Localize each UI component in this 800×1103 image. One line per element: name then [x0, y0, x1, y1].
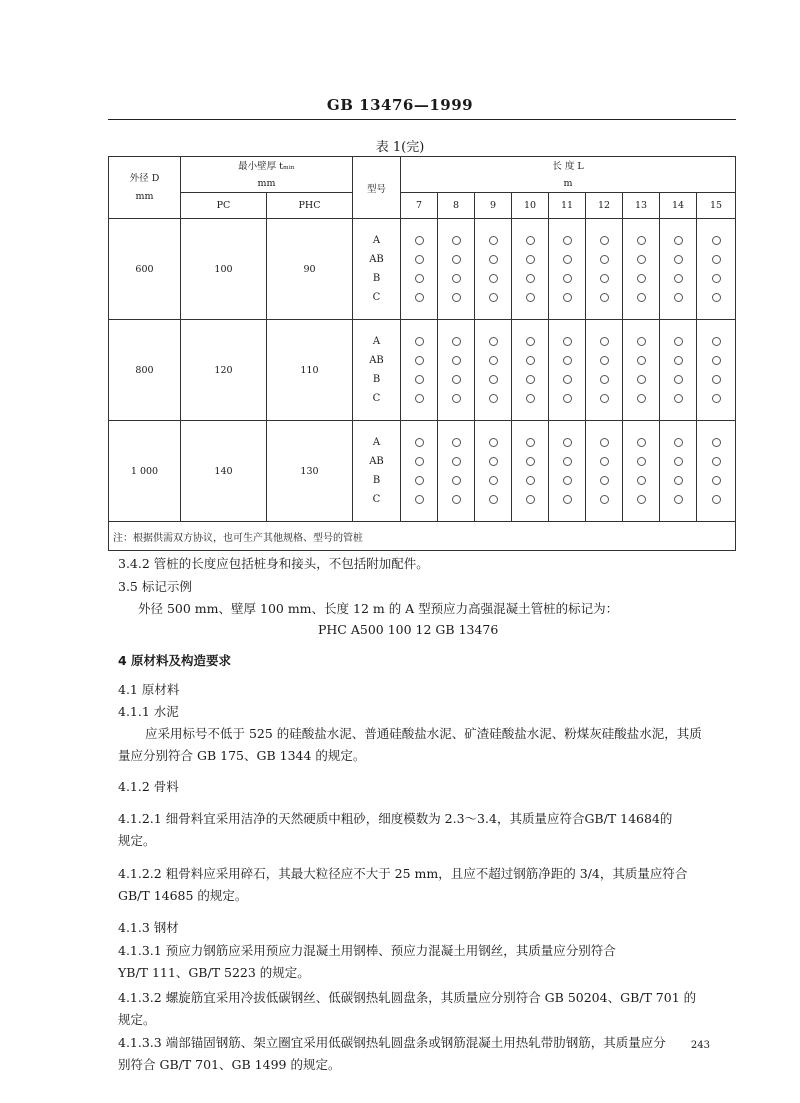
availability-cell — [660, 320, 697, 421]
circle-mark-icon — [489, 337, 498, 346]
circle-mark-icon — [712, 375, 721, 384]
circle-mark-icon — [489, 476, 498, 485]
section-heading: 4 原材料及构造要求 — [118, 653, 232, 668]
circle-mark-icon — [563, 337, 572, 346]
circle-mark-icon — [415, 375, 424, 384]
table-caption: 表 1(完) — [375, 140, 425, 155]
circle-mark-icon — [452, 255, 461, 264]
length-col-header: 9 — [475, 193, 512, 219]
circle-mark-icon — [526, 337, 535, 346]
availability-cell — [512, 320, 549, 421]
type-label: B — [372, 374, 381, 385]
pc-wall-cell: 120 — [181, 320, 267, 421]
availability-cell — [401, 219, 438, 320]
types-cell — [353, 219, 401, 320]
text-line: 规定。 — [118, 1012, 156, 1027]
type-label: AB — [369, 456, 384, 467]
availability-cell — [697, 320, 736, 421]
text-line: 4.1.3.1 预应力钢筋应采用预应力混凝土用钢棒、预应力混凝土用钢丝，其质量应分别符合 — [118, 943, 616, 958]
availability-cell — [512, 421, 549, 522]
circle-mark-icon — [489, 375, 498, 384]
circle-mark-icon — [526, 476, 535, 485]
circle-mark-icon — [563, 438, 572, 447]
text-line: PHC A500 100 12 GB 13476 — [318, 622, 499, 637]
circle-mark-icon — [637, 337, 646, 346]
od-cell: 1 000 — [109, 421, 181, 522]
circle-mark-icon — [637, 438, 646, 447]
circle-mark-icon — [489, 457, 498, 466]
availability-cell — [512, 219, 549, 320]
circle-mark-icon — [489, 274, 498, 283]
circle-mark-icon — [637, 457, 646, 466]
page-number: 243 — [690, 1040, 710, 1051]
circle-mark-icon — [452, 375, 461, 384]
circle-mark-icon — [637, 293, 646, 302]
od-header: 外径 D mm — [109, 157, 181, 219]
circle-mark-icon — [452, 274, 461, 283]
page-header: GB 13476—1999 — [326, 96, 474, 114]
circle-mark-icon — [415, 337, 424, 346]
availability-cell — [623, 421, 660, 522]
circle-mark-icon — [415, 394, 424, 403]
text-line: 3.4.2 管桩的长度应包括桩身和接头，不包括附加配件。 — [118, 556, 429, 571]
circle-mark-icon — [526, 495, 535, 504]
circle-mark-icon — [712, 438, 721, 447]
circle-mark-icon — [712, 236, 721, 245]
availability-cell — [549, 219, 586, 320]
circle-mark-icon — [563, 394, 572, 403]
circle-mark-icon — [712, 255, 721, 264]
availability-cell — [401, 421, 438, 522]
circle-mark-icon — [600, 476, 609, 485]
circle-mark-icon — [563, 495, 572, 504]
availability-cell — [549, 421, 586, 522]
circle-mark-icon — [600, 438, 609, 447]
circle-mark-icon — [712, 457, 721, 466]
types-cell — [353, 421, 401, 522]
circle-mark-icon — [674, 337, 683, 346]
length-col-header: 14 — [660, 193, 697, 219]
circle-mark-icon — [489, 293, 498, 302]
circle-mark-icon — [674, 356, 683, 365]
circle-mark-icon — [600, 457, 609, 466]
availability-cell — [475, 320, 512, 421]
circle-mark-icon — [415, 438, 424, 447]
circle-mark-icon — [452, 356, 461, 365]
availability-cell — [549, 320, 586, 421]
text-line: YB/T 111、GB/T 5223 的规定。 — [118, 965, 310, 980]
spec-table — [108, 156, 736, 551]
circle-mark-icon — [489, 438, 498, 447]
circle-mark-icon — [674, 236, 683, 245]
types-cell — [353, 320, 401, 421]
circle-mark-icon — [526, 438, 535, 447]
text-line: 4.1.2.2 粗骨料应采用碎石，其最大粒径应不大于 25 mm，且应不超过钢筋净距的 3/4，其质量应符合 — [118, 866, 688, 881]
circle-mark-icon — [637, 495, 646, 504]
circle-mark-icon — [415, 476, 424, 485]
type-label: AB — [369, 254, 384, 265]
circle-mark-icon — [600, 337, 609, 346]
circle-mark-icon — [526, 356, 535, 365]
availability-cell — [438, 421, 475, 522]
length-col-header: 8 — [438, 193, 475, 219]
phc-wall-cell: 110 — [267, 320, 353, 421]
circle-mark-icon — [600, 255, 609, 264]
availability-cell — [586, 421, 623, 522]
circle-mark-icon — [452, 438, 461, 447]
length-col-header: 11 — [549, 193, 586, 219]
circle-mark-icon — [674, 375, 683, 384]
pc-wall-cell: 140 — [181, 421, 267, 522]
circle-mark-icon — [489, 495, 498, 504]
text-line: 4.1.2 骨料 — [118, 779, 179, 794]
circle-mark-icon — [712, 394, 721, 403]
table-row — [109, 219, 736, 320]
text-line: 量应分别符合 GB 175、GB 1344 的规定。 — [118, 748, 366, 763]
circle-mark-icon — [674, 255, 683, 264]
circle-mark-icon — [452, 394, 461, 403]
circle-mark-icon — [452, 293, 461, 302]
text-line: 3.5 标记示例 — [118, 579, 192, 594]
type-label: C — [372, 292, 381, 303]
length-col-header: 7 — [401, 193, 438, 219]
type-label: B — [372, 273, 381, 284]
circle-mark-icon — [415, 274, 424, 283]
text-line: GB/T 14685 的规定。 — [118, 888, 248, 903]
circle-mark-icon — [526, 236, 535, 245]
type-label: A — [372, 437, 381, 448]
circle-mark-icon — [489, 255, 498, 264]
type-label: C — [372, 494, 381, 505]
availability-cell — [438, 320, 475, 421]
table-row — [109, 421, 736, 522]
circle-mark-icon — [600, 236, 609, 245]
table-note: 注：根据供需双方协议，也可生产其他规格、型号的管桩 — [109, 522, 736, 551]
circle-mark-icon — [674, 476, 683, 485]
length-col-header: 15 — [697, 193, 736, 219]
circle-mark-icon — [489, 394, 498, 403]
circle-mark-icon — [563, 457, 572, 466]
circle-mark-icon — [637, 476, 646, 485]
availability-cell — [660, 219, 697, 320]
circle-mark-icon — [563, 356, 572, 365]
phc-wall-cell: 90 — [267, 219, 353, 320]
circle-mark-icon — [674, 438, 683, 447]
circle-mark-icon — [712, 476, 721, 485]
circle-mark-icon — [563, 274, 572, 283]
od-cell: 800 — [109, 320, 181, 421]
circle-mark-icon — [563, 476, 572, 485]
circle-mark-icon — [674, 274, 683, 283]
text-line: 4.1.2.1 细骨料宜采用洁净的天然硬质中粗砂，细度模数为 2.3～3.4，其质量应符合GB/T 14684的 — [118, 811, 673, 826]
circle-mark-icon — [415, 293, 424, 302]
text-line: 4.1.3.3 端部锚固钢筋、架立圈宜采用低碳钢热轧圆盘条或钢筋混凝土用热轧带肋钢筋，其质量应分 — [118, 1035, 666, 1050]
circle-mark-icon — [637, 236, 646, 245]
length-header: 长 度 L m — [401, 157, 736, 193]
type-label: C — [372, 393, 381, 404]
circle-mark-icon — [526, 255, 535, 264]
table-row — [109, 320, 736, 421]
circle-mark-icon — [526, 394, 535, 403]
circle-mark-icon — [526, 375, 535, 384]
text-line: 别符合 GB/T 701、GB 1499 的规定。 — [118, 1057, 341, 1072]
pc-header: PC — [181, 193, 267, 219]
type-label: AB — [369, 355, 384, 366]
circle-mark-icon — [452, 337, 461, 346]
circle-mark-icon — [489, 236, 498, 245]
text-line: 4.1.3.2 螺旋筋宜采用冷拔低碳钢丝、低碳钢热轧圆盘条，其质量应分别符合 GB 50204、GB/T 701 的 — [118, 990, 697, 1005]
circle-mark-icon — [489, 356, 498, 365]
availability-cell — [475, 421, 512, 522]
text-line: 规定。 — [118, 833, 156, 848]
text-line: 4.1 原材料 — [118, 682, 180, 697]
circle-mark-icon — [712, 274, 721, 283]
availability-cell — [697, 421, 736, 522]
circle-mark-icon — [712, 293, 721, 302]
circle-mark-icon — [563, 255, 572, 264]
circle-mark-icon — [600, 375, 609, 384]
circle-mark-icon — [600, 293, 609, 302]
od-cell: 600 — [109, 219, 181, 320]
pc-wall-cell: 100 — [181, 219, 267, 320]
circle-mark-icon — [563, 293, 572, 302]
availability-cell — [438, 219, 475, 320]
circle-mark-icon — [526, 293, 535, 302]
availability-cell — [697, 219, 736, 320]
circle-mark-icon — [712, 337, 721, 346]
type-label: A — [372, 235, 381, 246]
circle-mark-icon — [674, 457, 683, 466]
availability-cell — [660, 421, 697, 522]
availability-cell — [623, 219, 660, 320]
circle-mark-icon — [452, 457, 461, 466]
circle-mark-icon — [674, 495, 683, 504]
circle-mark-icon — [415, 255, 424, 264]
length-col-header: 12 — [586, 193, 623, 219]
circle-mark-icon — [712, 495, 721, 504]
header-rule — [108, 119, 736, 120]
circle-mark-icon — [415, 356, 424, 365]
circle-mark-icon — [452, 236, 461, 245]
circle-mark-icon — [415, 457, 424, 466]
type-label: A — [372, 336, 381, 347]
circle-mark-icon — [526, 274, 535, 283]
circle-mark-icon — [712, 356, 721, 365]
circle-mark-icon — [674, 293, 683, 302]
length-col-header: 10 — [512, 193, 549, 219]
circle-mark-icon — [600, 274, 609, 283]
circle-mark-icon — [637, 255, 646, 264]
circle-mark-icon — [452, 495, 461, 504]
circle-mark-icon — [563, 236, 572, 245]
circle-mark-icon — [526, 457, 535, 466]
availability-cell — [586, 219, 623, 320]
circle-mark-icon — [600, 394, 609, 403]
circle-mark-icon — [637, 356, 646, 365]
circle-mark-icon — [637, 375, 646, 384]
availability-cell — [586, 320, 623, 421]
circle-mark-icon — [600, 356, 609, 365]
text-line: 外径 500 mm、壁厚 100 mm、长度 12 m 的 A 型预应力高强混凝土管桩的标记为： — [138, 601, 619, 616]
type-header: 型号 — [353, 157, 401, 219]
phc-wall-cell: 130 — [267, 421, 353, 522]
type-label: B — [372, 475, 381, 486]
circle-mark-icon — [600, 495, 609, 504]
availability-cell — [623, 320, 660, 421]
text-line: 4.1.1 水泥 — [118, 704, 179, 719]
text-line: 4.1.3 钢材 — [118, 920, 179, 935]
availability-cell — [475, 219, 512, 320]
circle-mark-icon — [415, 495, 424, 504]
circle-mark-icon — [452, 476, 461, 485]
circle-mark-icon — [637, 274, 646, 283]
circle-mark-icon — [415, 236, 424, 245]
circle-mark-icon — [674, 394, 683, 403]
circle-mark-icon — [563, 375, 572, 384]
text-line: 应采用标号不低于 525 的硅酸盐水泥、普通硅酸盐水泥、矿渣硅酸盐水泥、粉煤灰硅酸盐水泥，其质 — [145, 726, 702, 741]
availability-cell — [401, 320, 438, 421]
phc-header: PHC — [267, 193, 353, 219]
circle-mark-icon — [637, 394, 646, 403]
length-col-header: 13 — [623, 193, 660, 219]
wall-header: 最小壁厚 tₘᵢₙ mm — [181, 157, 353, 193]
